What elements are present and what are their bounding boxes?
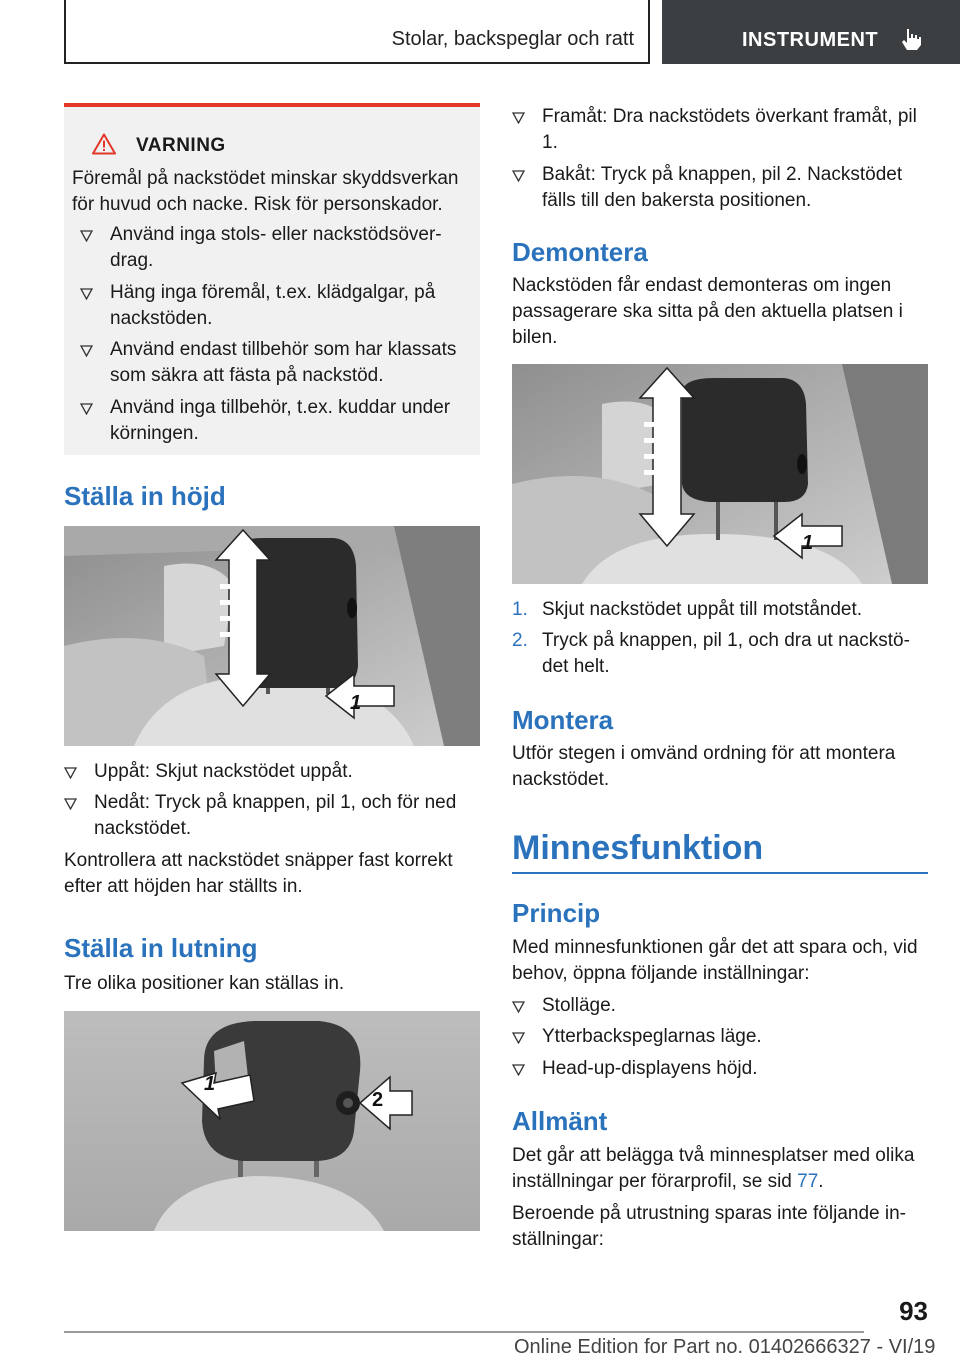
height-paragraph: Kontrollera att nackstödet snäpper fast korrekt efter att höjden har ställts in. (64, 850, 453, 897)
list-item: 1. Skjut nackstödet uppåt till motståndet. (512, 597, 928, 623)
list-item: Använd inga stols- eller nackstödsöverdrag. (80, 222, 472, 274)
list-item: Bakåt: Tryck på knappen, pil 2. Nackstödet fälls till den bakersta positionen. (512, 162, 928, 214)
heading-general: Allmänt (512, 1106, 608, 1136)
heading-height: Ställa in höjd (64, 481, 226, 511)
list-item: 2. Tryck på knappen, pil 1, och dra ut nackstödet helt. (512, 630, 910, 677)
heading-rule (512, 872, 928, 874)
bullet-triangle-icon (80, 345, 93, 357)
remove-paragraph: Nackstöden får endast demonteras om ingen passagerare ska sitta på den aktuella platsen i bilen. (512, 275, 903, 348)
list-item: Head-up-displayens höjd. (512, 1056, 928, 1082)
warning-triangle-icon (92, 133, 116, 155)
chapter-tab (64, 0, 650, 64)
tilt-paragraph: Tre olika positioner kan ställas in. (64, 973, 345, 994)
edition-footer: Online Edition for Part no. 01402666327 - VI/19 (514, 1336, 936, 1358)
page-number: 93 (899, 1296, 928, 1326)
heading-tilt: Ställa in lutning (64, 933, 258, 963)
list-item: Ytterbackspeglarnas läge. (512, 1024, 928, 1050)
figure-callout-1: 1 (204, 1073, 216, 1095)
list-item: Använd inga tillbehör, t.ex. kuddar under körningen. (80, 395, 472, 447)
step-number: 2. (512, 630, 528, 651)
principle-paragraph: Med minnesfunktionen går det att spara och, vid behov, öppna följande inställningar: (512, 937, 918, 984)
section-tab (662, 0, 960, 64)
heading-mount: Montera (512, 705, 614, 735)
figure-headrest-tilt (64, 1011, 480, 1231)
headrest-tilt-illustration (64, 1011, 480, 1231)
list-item: Använd endast tillbehör som har klassats som säkra att fästa på nackstöd. (80, 337, 472, 389)
bullet-triangle-icon (64, 798, 77, 810)
figure-headrest-height (64, 526, 480, 746)
bullet-triangle-icon (80, 403, 93, 415)
bullet-triangle-icon (64, 767, 77, 779)
chapter-title: Stolar, backspeglar och ratt (391, 28, 634, 50)
bullet-triangle-icon (512, 1064, 525, 1076)
warning-title: VARNING (136, 135, 226, 156)
page-reference-link[interactable]: 77 (797, 1171, 819, 1192)
list-item: Nedåt: Tryck på knappen, pil 1, och för ned nackstödet. (64, 790, 480, 842)
bullet-triangle-icon (512, 112, 525, 124)
general-paragraph-2: Beroende på utrustning sparas inte följande inställningar: (512, 1203, 906, 1250)
step-number: 1. (512, 599, 528, 620)
page-header (0, 0, 960, 66)
warning-text: Föremål på nackstödet minskar skyddsverkan för huvud och nacke. Risk för personskador. (72, 168, 459, 215)
bullet-triangle-icon (80, 230, 93, 242)
list-item: Uppåt: Skjut nackstödet uppåt. (64, 759, 480, 785)
figure-headrest-remove (512, 364, 928, 584)
heading-principle: Princip (512, 898, 601, 928)
list-item: Stolläge. (512, 993, 928, 1019)
pointing-hand-icon (898, 26, 924, 52)
bullet-triangle-icon (512, 170, 525, 182)
footer-rule (64, 1331, 864, 1333)
mount-paragraph: Utför stegen i omvänd ordning för att montera nackstödet. (512, 743, 896, 790)
section-title: INSTRUMENT (742, 29, 879, 51)
headrest-remove-illustration (512, 364, 928, 584)
figure-callout-1: 1 (802, 532, 814, 554)
list-item: Häng inga föremål, t.ex. klädgalgar, på nackstöden. (80, 280, 472, 332)
heading-memory: Minnesfunktion (512, 829, 764, 867)
figure-callout-2: 2 (372, 1089, 384, 1111)
headrest-height-illustration (64, 526, 480, 746)
bullet-triangle-icon (80, 288, 93, 300)
figure-callout-1: 1 (350, 692, 362, 714)
bullet-triangle-icon (512, 1001, 525, 1013)
bullet-triangle-icon (512, 1032, 525, 1044)
general-paragraph: Det går att belägga två minnesplatser med olika inställningar per förarprofil, se sid 77. (512, 1145, 915, 1192)
list-item: Framåt: Dra nackstödets överkant framåt, pil 1. (512, 104, 928, 156)
heading-remove: Demontera (512, 237, 648, 267)
